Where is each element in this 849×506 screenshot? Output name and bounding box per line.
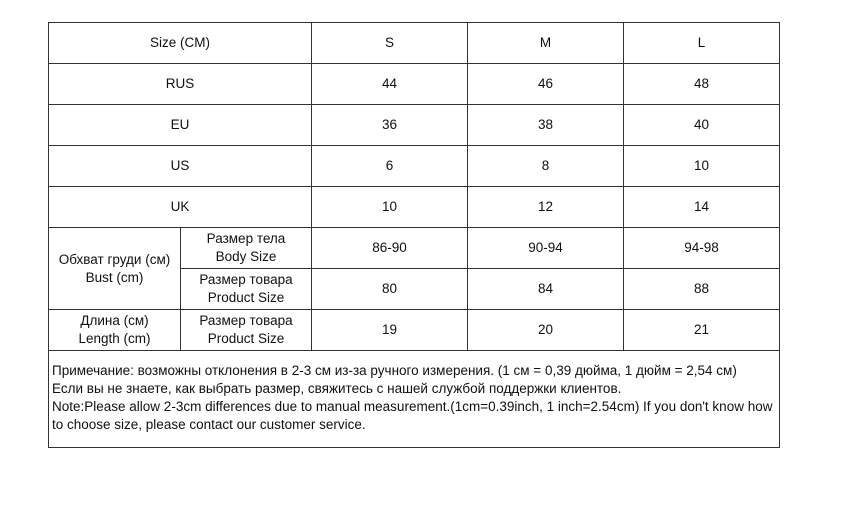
cell-eu-l: 40 (624, 105, 780, 146)
cell-bust-body-m: 90-94 (468, 228, 624, 269)
note-row (49, 351, 780, 448)
table-row-rus (49, 64, 780, 105)
cell-rus-l: 48 (624, 64, 780, 105)
length-label-en: Length (cm) (78, 331, 151, 346)
cell-length-l: 21 (624, 310, 780, 351)
cell-length-m: 20 (468, 310, 624, 351)
size-header-l: L (624, 23, 780, 64)
table-row-us (49, 146, 780, 187)
cell-uk-l: 14 (624, 187, 780, 228)
cell-rus-m: 46 (468, 64, 624, 105)
body-size-label-en: Body Size (215, 249, 277, 264)
table-row-eu (49, 105, 780, 146)
measurement-note (49, 351, 780, 448)
cell-us-m: 8 (468, 146, 624, 187)
cell-length-s: 19 (312, 310, 468, 351)
note-line-en: Note:Please allow 2-3cm differences due to manual measurement.(1cm=0.39inch, 1 inch=2.54cm) If you don't know how to choose size, please contact our customer service. (52, 399, 773, 432)
cell-eu-m: 38 (468, 105, 624, 146)
length-product-size-label-ru: Размер товара (199, 313, 293, 328)
length-product-size-label (181, 310, 312, 351)
body-size-label-ru: Размер тела (206, 231, 286, 246)
cell-uk-s: 10 (312, 187, 468, 228)
table-row-length (49, 310, 780, 351)
row-label-us: US (49, 146, 312, 187)
bust-label-en: Bust (cm) (85, 269, 144, 285)
cell-bust-body-l: 94-98 (624, 228, 780, 269)
bust-product-size-label (181, 269, 312, 310)
cell-us-l: 10 (624, 146, 780, 187)
note-line-ru-2: Если вы не знаете, как выбрать размер, свяжитесь с нашей службой поддержки клиентов. (52, 381, 622, 396)
body-size-label (181, 228, 312, 269)
size-header-m: M (468, 23, 624, 64)
table-row-uk (49, 187, 780, 228)
cell-us-s: 6 (312, 146, 468, 187)
note-line-ru-1: Примечание: возможны отклонения в 2-3 см из-за ручного измерения. (1 см = 0,39 дюйма, 1 дюйм = 2,54 см) (52, 363, 737, 378)
row-label-eu: EU (49, 105, 312, 146)
size-header-label: Size (CM) (49, 23, 312, 64)
bust-label-ru: Обхват груди (см) (58, 251, 171, 267)
length-label (49, 310, 181, 351)
cell-bust-body-s: 86-90 (312, 228, 468, 269)
cell-bust-product-l: 88 (624, 269, 780, 310)
length-label-ru: Длина (см) (80, 313, 149, 328)
size-chart-table (48, 22, 780, 448)
header-row (49, 23, 780, 64)
cell-uk-m: 12 (468, 187, 624, 228)
table-row-bust-body (49, 228, 780, 269)
row-label-rus: RUS (49, 64, 312, 105)
cell-bust-product-m: 84 (468, 269, 624, 310)
cell-rus-s: 44 (312, 64, 468, 105)
row-label-uk: UK (49, 187, 312, 228)
bust-product-size-label-ru: Размер товара (199, 272, 293, 287)
bust-product-size-label-en: Product Size (207, 290, 285, 305)
bust-label (49, 228, 181, 310)
length-product-size-label-en: Product Size (207, 331, 285, 346)
cell-eu-s: 36 (312, 105, 468, 146)
size-header-s: S (312, 23, 468, 64)
cell-bust-product-s: 80 (312, 269, 468, 310)
